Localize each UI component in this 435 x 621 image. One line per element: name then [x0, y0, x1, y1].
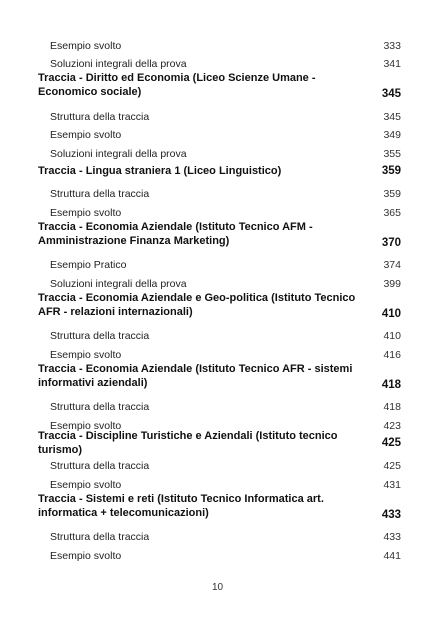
page-reference: 431 — [383, 478, 401, 491]
section-title: Esempio svolto — [50, 206, 122, 219]
section-title: Esempio svolto — [50, 129, 122, 141]
toc-section-entry — [38, 123, 401, 142]
toc-section-entry — [38, 200, 401, 219]
toc-section-entry — [38, 472, 401, 491]
toc-chapter-entry — [38, 492, 401, 524]
page-reference: 341 — [383, 58, 401, 70]
toc-section-entry — [38, 324, 401, 343]
section-title: Esempio svolto — [50, 39, 122, 52]
table-of-contents — [38, 33, 401, 562]
page-reference: 416 — [383, 348, 401, 361]
page-reference: 433 — [381, 508, 401, 521]
page-reference: 355 — [383, 147, 401, 160]
toc-chapter-entry — [38, 161, 401, 181]
chapter-title: Traccia - Diritto ed Economia (Liceo Scienze Umane - Economico sociale) — [38, 72, 316, 98]
section-title: Esempio Pratico — [50, 259, 127, 271]
chapter-title: Traccia - Economia Aziendale (Istituto Tecnico AFM - Amministrazione Finanza Marketing) — [38, 220, 313, 247]
toc-chapter-entry — [38, 362, 401, 394]
page-reference: 345 — [383, 110, 401, 123]
page-reference: 418 — [383, 401, 401, 413]
section-title: Esempio svolto — [50, 419, 122, 432]
section-title: Struttura della traccia — [50, 531, 150, 543]
section-title: Struttura della traccia — [50, 401, 150, 413]
section-title: Soluzioni integrali della prova — [50, 58, 187, 70]
page-reference: 425 — [383, 460, 401, 472]
toc-chapter-entry — [38, 429, 401, 456]
toc-section-entry — [38, 253, 401, 272]
page-reference: 410 — [381, 307, 401, 320]
toc-section-entry — [38, 104, 401, 123]
page-reference: 410 — [383, 330, 401, 342]
page-reference: 418 — [381, 378, 401, 391]
toc-chapter-entry — [38, 71, 401, 103]
page-reference: 359 — [383, 188, 401, 200]
page-reference: 333 — [383, 39, 401, 52]
page-reference: 433 — [383, 531, 401, 543]
page-reference: 359 — [381, 164, 401, 177]
chapter-title: Traccia - Discipline Turistiche e Aziendali (Istituto tecnico turismo) — [38, 429, 338, 456]
chapter-title: Traccia - Lingua straniera 1 (Liceo Linguistico) — [38, 164, 282, 177]
page-reference: 423 — [383, 419, 401, 432]
chapter-title: Traccia - Sistemi e reti (Istituto Tecnico Informatica art. informatica + telecomunicazioni) — [38, 492, 324, 519]
page-reference: 425 — [381, 436, 401, 449]
toc-chapter-entry — [38, 220, 401, 252]
section-title: Soluzioni integrali della prova — [50, 147, 187, 160]
page-reference: 345 — [381, 88, 401, 100]
toc-section-entry — [38, 395, 401, 414]
page-reference: 349 — [383, 129, 401, 141]
section-title: Struttura della traccia — [50, 460, 150, 472]
page-reference: 374 — [383, 259, 401, 271]
toc-section-entry — [38, 271, 401, 290]
toc-section-entry — [38, 182, 401, 201]
page-reference: 365 — [383, 206, 401, 219]
toc-section-entry — [38, 525, 401, 544]
page-reference: 441 — [383, 549, 401, 562]
section-title: Struttura della traccia — [50, 110, 150, 123]
section-title: Struttura della traccia — [50, 188, 150, 200]
toc-chapter-entry — [38, 291, 401, 323]
section-title: Struttura della traccia — [50, 330, 150, 342]
toc-section-entry — [38, 342, 401, 361]
section-title: Esempio svolto — [50, 478, 122, 491]
page-number: 10 — [211, 582, 224, 593]
chapter-title: Traccia - Economia Aziendale e Geo-politica (Istituto Tecnico AFR - relazioni internazionali) — [38, 291, 356, 318]
section-title: Soluzioni integrali della prova — [50, 277, 187, 290]
toc-section-entry — [38, 33, 401, 52]
page-reference: 370 — [381, 236, 401, 249]
toc-section-entry — [38, 543, 401, 562]
chapter-title: Traccia - Economia Aziendale (Istituto Tecnico AFR - sistemi informativi aziendali) — [38, 362, 353, 389]
toc-section-entry — [38, 52, 401, 71]
section-title: Esempio svolto — [50, 348, 122, 361]
page-reference: 399 — [383, 277, 401, 290]
section-title: Esempio svolto — [50, 549, 122, 562]
toc-section-entry — [38, 141, 401, 160]
